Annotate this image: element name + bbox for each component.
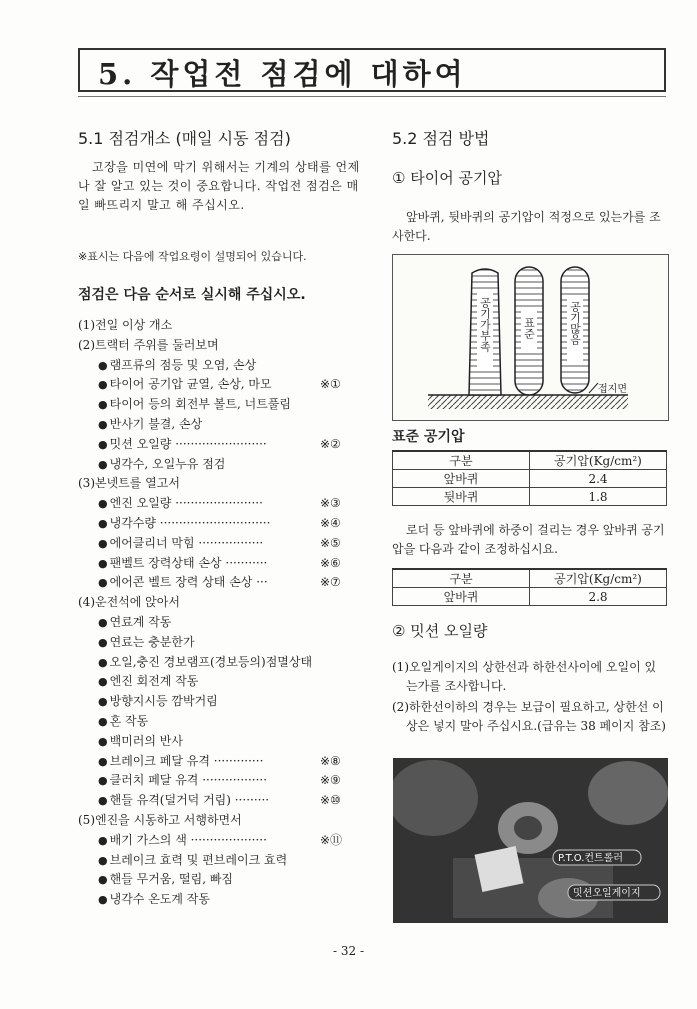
checklist-item-ref: ※③ (320, 496, 341, 511)
checklist-item (78, 771, 360, 791)
table1-cell: 1.8 (530, 488, 667, 506)
table2-head-pressure: 공기압(Kg/cm²) (530, 569, 667, 588)
checklist-item-text: ● 에어클리너 막힘 ················· (98, 536, 263, 550)
oil-step-1: (1)오일게이지의 상한선과 하한선사이에 오일이 있는가를 조사합니다. (392, 660, 657, 693)
ground-hatch (428, 395, 628, 409)
page-title: 5. 작업전 점검에 대하여 (98, 57, 467, 91)
checklist-item (78, 375, 360, 395)
section-heading-5-1: 5.1 점검개소 (매일 시동 점검) (78, 129, 291, 148)
checklist-item (78, 336, 360, 356)
title-rule (78, 96, 666, 97)
checklist-item-text: ● 에어콘 벨트 장력 상태 손상 ··· (98, 575, 268, 589)
checklist-item (78, 712, 360, 732)
checklist-item (78, 653, 360, 673)
page-number: - 32 - (332, 944, 364, 958)
checklist-item-text: (4)운전석에 앉아서 (78, 595, 180, 610)
checklist-item-text: ● 브레이크 효력 및 편브레이크 효력 (98, 853, 287, 867)
checklist-item-ref: ※⑦ (320, 575, 341, 590)
checklist-item-text: ● 방향지시등 깜박거림 (98, 694, 218, 708)
checklist-item-ref: ※④ (320, 515, 341, 530)
order-heading: 점검은 다음 순서로 실시해 주십시오. (78, 287, 306, 303)
checklist-item-ref: ※⑩ (320, 793, 341, 808)
ground-leader (589, 383, 598, 393)
checklist-item-text: ● 반사기 불결, 손상 (98, 417, 202, 431)
checklist-item-text: ● 엔진 회전계 작동 (98, 674, 198, 688)
checklist-item (78, 633, 360, 653)
checklist-item-text: ● 냉각수, 오일누유 점검 (98, 457, 225, 471)
pressure-table-2 (392, 568, 667, 606)
checklist-item-text: (3)본넷트를 열고서 (78, 476, 180, 491)
section-heading-5-2: 5.2 점검 방법 (392, 129, 490, 148)
note-text: ※표시는 다음에 작업요령이 설명되어 있습니다. (78, 250, 307, 263)
checklist-item (78, 395, 360, 415)
inspection-list (78, 316, 360, 910)
checklist-item-text: ● 클러치 페달 유격 ················· (98, 773, 267, 787)
checklist-item (78, 356, 360, 376)
checklist-item-text: ● 엔진 오일량 ······················· (98, 496, 263, 510)
checklist-item-text: ● 핸들 무거움, 떨림, 빠짐 (98, 872, 233, 886)
tire-diagram-svg (393, 255, 668, 420)
label-ground: 접지면 (598, 384, 627, 395)
checklist-item (78, 870, 360, 890)
checklist-item-text: ● 브레이크 페달 유격 ············· (98, 754, 263, 768)
checklist-item (78, 831, 360, 851)
std-pressure-heading: 표준 공기압 (392, 429, 465, 445)
checklist-item-text: ● 밋션 오일량 ························ (98, 437, 267, 451)
checklist-item-ref: ※⑤ (320, 535, 341, 550)
table2-head-category: 구분 (393, 569, 530, 588)
checklist-item (78, 534, 360, 554)
checklist-item-ref: ※⑧ (320, 753, 341, 768)
checklist-item-ref: ※① (320, 377, 341, 392)
checklist-item-text: ● 백미러의 반사 (98, 734, 183, 748)
photo-label-pto: P.T.O.컨트롤러 (558, 853, 624, 864)
checklist-item-ref: ※⑨ (320, 773, 341, 788)
table2-cell: 앞바퀴 (393, 588, 530, 606)
table1-head-category: 구분 (393, 451, 530, 470)
table1-cell: 2.4 (530, 470, 667, 488)
checklist-item (78, 890, 360, 910)
oil-heading: ② 밋션 오일량 (392, 622, 488, 640)
checklist-item-text: ● 혼 작동 (98, 714, 148, 728)
table1-cell: 앞바퀴 (393, 470, 530, 488)
checklist-item-text: ● 팬벨트 장력상태 손상 ··········· (98, 556, 267, 570)
photo-svg (393, 758, 668, 923)
checklist-item (78, 435, 360, 455)
transmission-photo (393, 758, 668, 923)
checklist-item-text: ● 냉각수량 ····························· (98, 516, 270, 530)
checklist-item (78, 316, 360, 336)
checklist-item-text: ● 배기 가스의 색 ···················· (98, 833, 267, 847)
checklist-item (78, 672, 360, 692)
checklist-item (78, 474, 360, 494)
checklist-item (78, 514, 360, 534)
intro-paragraph: 고장을 미연에 막기 위해서는 기계의 상태를 언제나 잘 알고 있는 것이 중요합니다. 작업전 점검은 매일 빠뜨리지 말고 해 주십시오. (78, 160, 360, 212)
checklist-item-ref: ※② (320, 436, 341, 451)
checklist-item-text: ● 핸들 유격(덜거덕 거림) ········· (98, 793, 269, 807)
checklist-item-text: ● 타이어 등의 회전부 볼트, 너트풀림 (98, 397, 291, 411)
checklist-item (78, 692, 360, 712)
checklist-item (78, 613, 360, 633)
checklist-item (78, 415, 360, 435)
checklist-item (78, 851, 360, 871)
oil-step-2: (2)하한선이하의 경우는 보급이 필요하고, 상한선 이상은 넣지 말아 주십시요.(급유는 38 페이지 참조) (392, 700, 666, 733)
checklist-item (78, 811, 360, 831)
checklist-item-ref: ※⑥ (320, 555, 341, 570)
label-low-pressure: 공기가부족 (478, 297, 492, 352)
checklist-item (78, 573, 360, 593)
checklist-item (78, 455, 360, 475)
checklist-item-text: ● 오일,충진 경보램프(경보등의)점멸상태 (98, 655, 312, 669)
loader-text: 로더 등 앞바퀴에 하중이 걸리는 경우 앞바퀴 공기압을 다음과 같이 조정하십시요. (392, 523, 665, 556)
table1-head-pressure: 공기압(Kg/cm²) (530, 451, 667, 470)
table2-cell: 2.8 (530, 588, 667, 606)
pressure-table-1 (392, 450, 667, 506)
checklist-item-text: ● 연료는 충분한가 (98, 635, 195, 649)
checklist-item-ref: ※⑪ (320, 832, 343, 847)
checklist-item (78, 732, 360, 752)
table1-cell: 뒷바퀴 (393, 488, 530, 506)
checklist-item (78, 494, 360, 514)
tire-text: 앞바퀴, 뒷바퀴의 공기압이 적정으로 있는가를 조사한다. (392, 210, 661, 243)
checklist-item-text: (2)트랙터 주위를 둘러보며 (78, 337, 219, 352)
label-standard: 표준 (522, 317, 536, 339)
checklist-item-text: ● 타이어 공기압 균열, 손상, 마모 (98, 377, 272, 391)
checklist-item (78, 791, 360, 811)
checklist-item-text: ● 연료계 작동 (98, 615, 171, 629)
page-title-box (78, 48, 666, 92)
checklist-item (78, 752, 360, 772)
checklist-item-text: (5)엔진을 시동하고 서행하면서 (78, 812, 242, 827)
checklist-item-text: ● 램프류의 점등 및 오염, 손상 (98, 358, 256, 372)
checklist-item-text: ● 냉각수 온도계 작동 (98, 892, 210, 906)
checklist-item (78, 554, 360, 574)
checklist-item (78, 593, 360, 613)
tire-pressure-diagram (392, 254, 669, 421)
label-high-pressure: 공기많음 (568, 301, 582, 345)
checklist-item-text: (1)전일 이상 개소 (78, 318, 173, 332)
tire-heading: ① 타이어 공기압 (392, 169, 502, 187)
photo-label-gauge: 밋션오일게이지 (573, 888, 641, 899)
